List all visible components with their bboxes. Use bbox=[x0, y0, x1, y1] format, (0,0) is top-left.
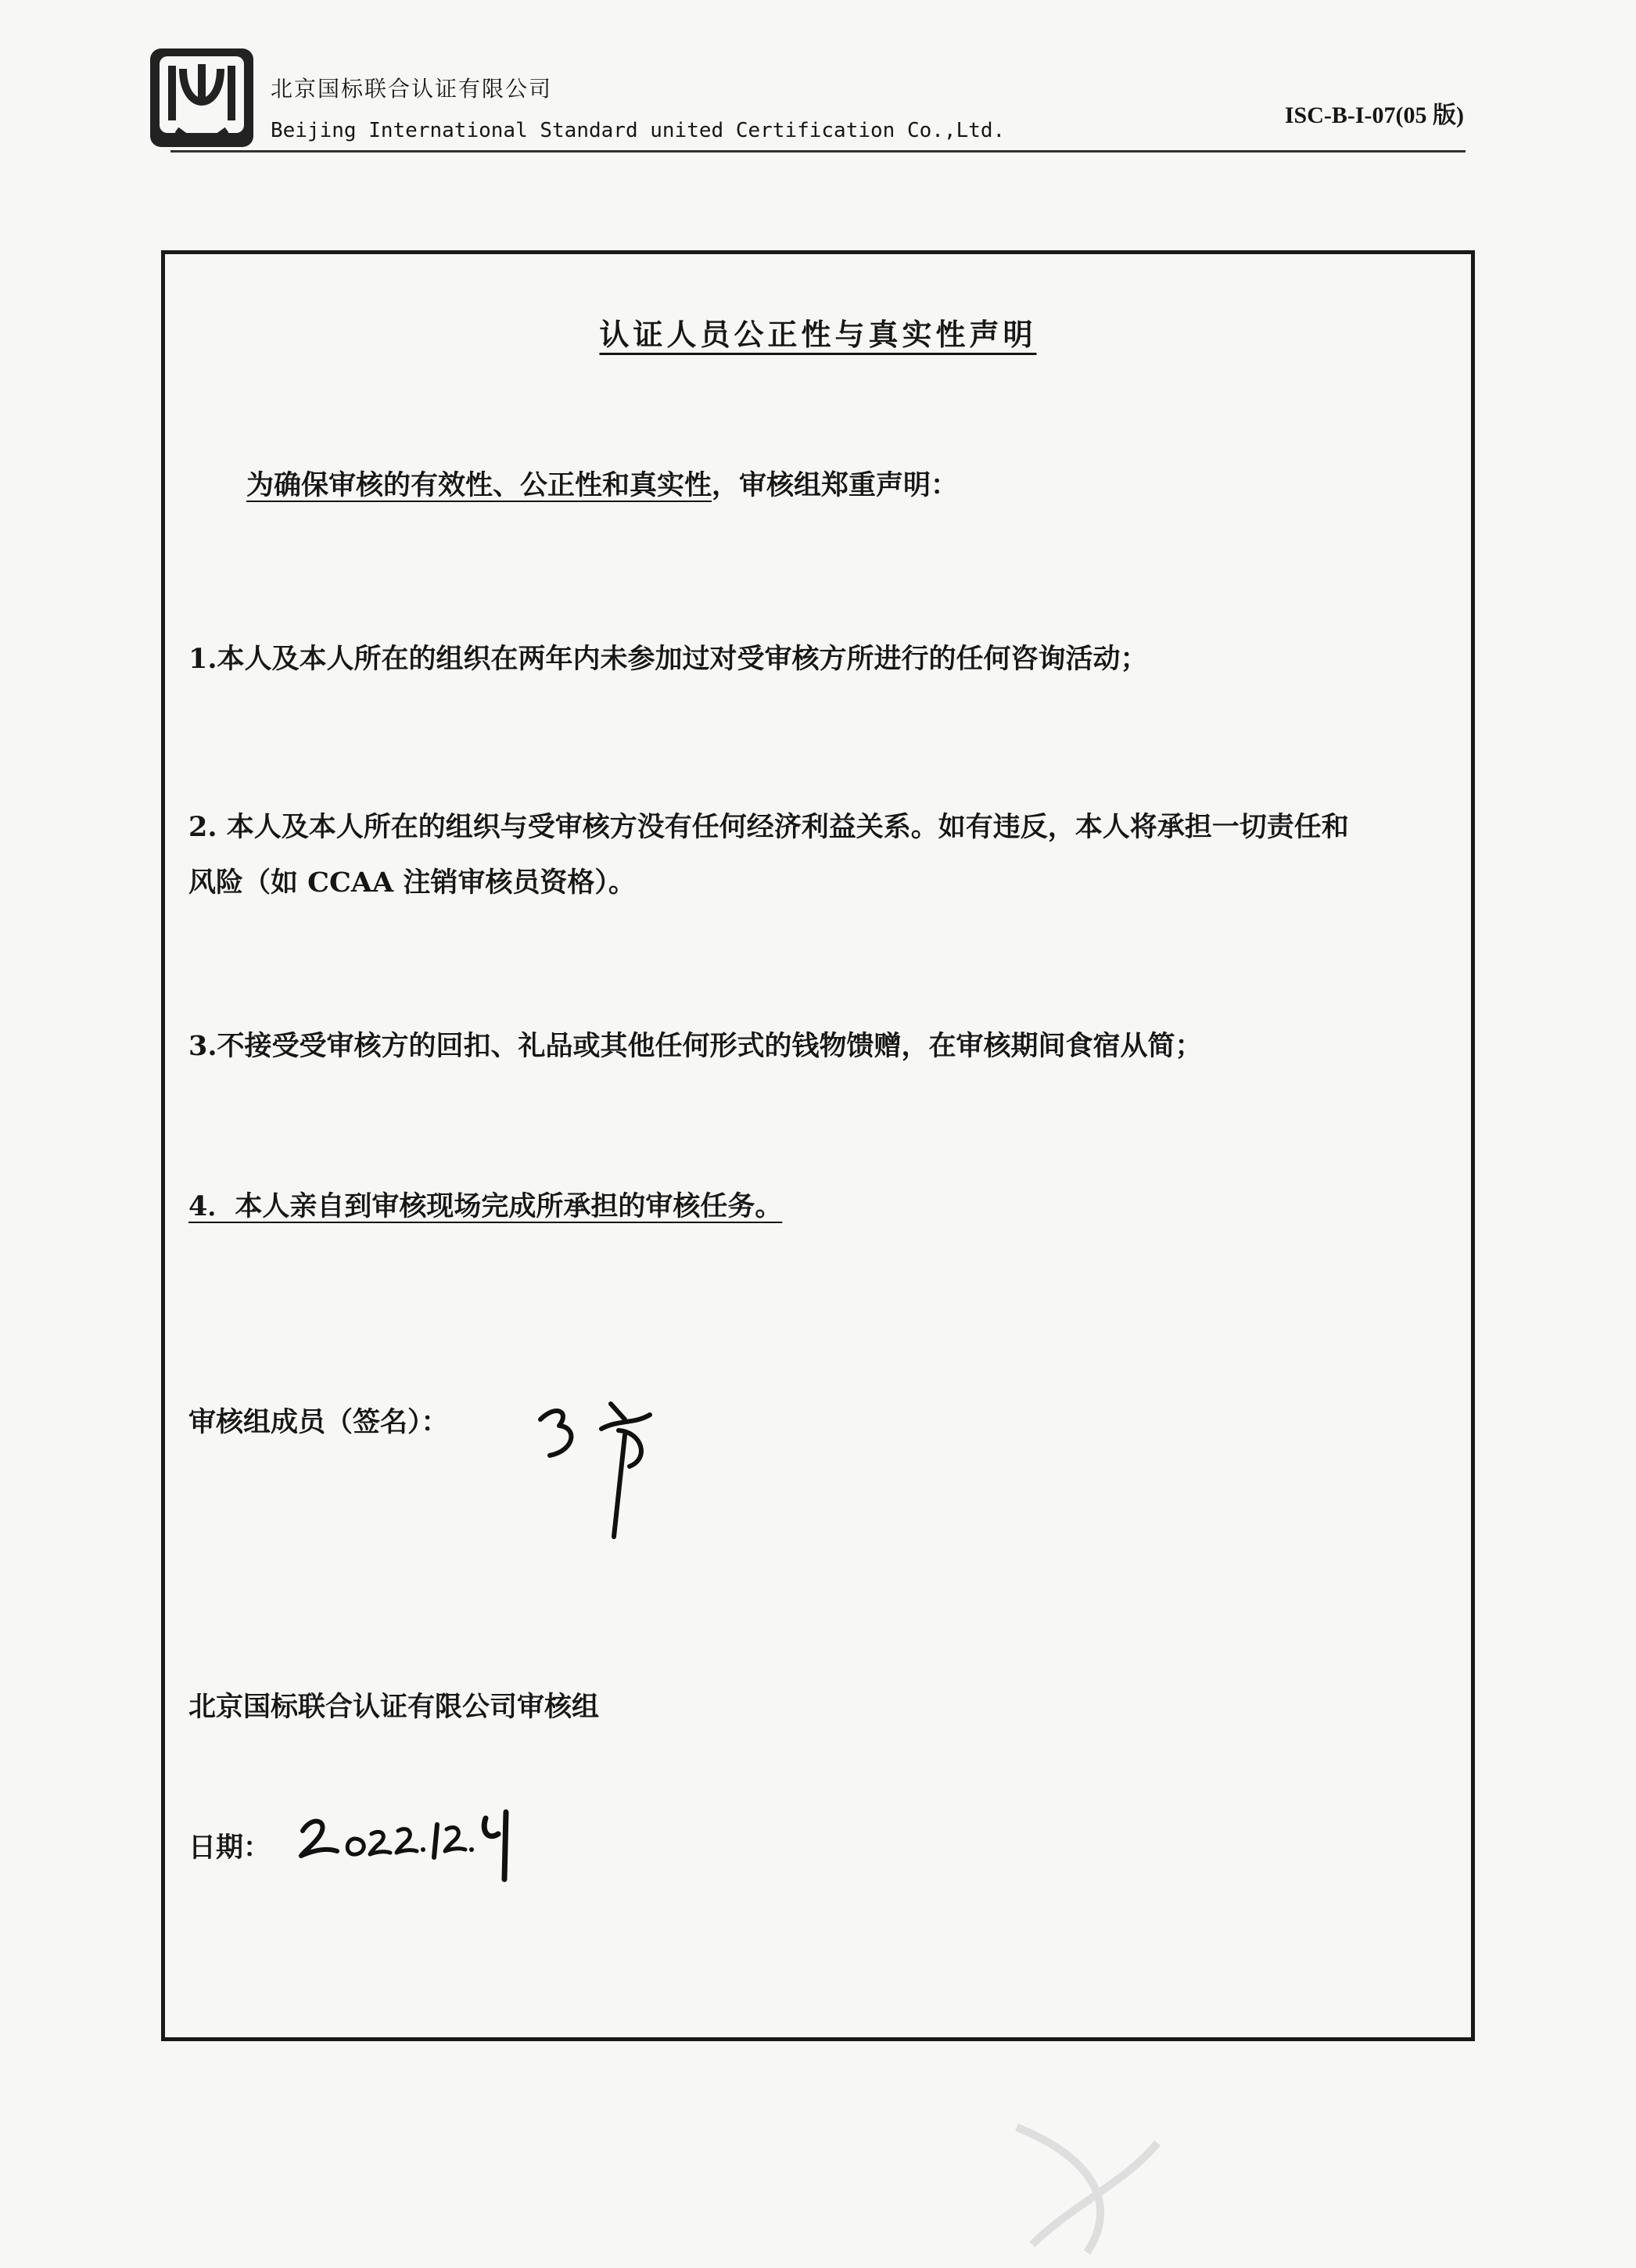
company-name-en: Beijing International Standard united Certification Co.,Ltd. bbox=[271, 119, 1006, 142]
intro-statement bbox=[246, 464, 958, 503]
date-label: 日期： bbox=[188, 1832, 271, 1864]
header-divider bbox=[170, 150, 1466, 153]
background-mark bbox=[1001, 2112, 1173, 2268]
company-name-cn: 北京国标联合认证有限公司 bbox=[271, 76, 553, 102]
document-title-row bbox=[165, 310, 1471, 353]
declaration-frame bbox=[161, 250, 1475, 2041]
signature-label: 审核组成员（签名）： bbox=[188, 1406, 449, 1438]
organization-name: 北京国标联合认证有限公司审核组 bbox=[188, 1691, 600, 1723]
declaration-item-4: 4．本人亲自到审核现场完成所承担的审核任务。 bbox=[188, 1190, 783, 1222]
company-logo bbox=[147, 45, 257, 150]
handwritten-date bbox=[296, 1795, 531, 1889]
form-code: ISC-B-I-07(05 版) bbox=[1284, 102, 1464, 128]
declaration-item-2-line-2: 风险（如 CCAA 注销审核员资格）。 bbox=[188, 867, 636, 899]
declaration-item-2-line-1: 2. 本人及本人所在的组织与受审核方没有任何经济利益关系。如有违反，本人将承担一切责任和 bbox=[188, 811, 1349, 843]
document-title: 认证人员公正性与真实性声明 bbox=[599, 318, 1037, 352]
declaration-item-3: 3.不接受受审核方的回扣、礼品或其他任何形式的钱物馈赠，在审核期间食宿从简； bbox=[188, 1030, 1203, 1062]
handwritten-signature bbox=[533, 1380, 666, 1552]
intro-rest: ，审核组郑重声明： bbox=[712, 469, 959, 501]
intro-underlined: 为确保审核的有效性、公正性和真实性 bbox=[246, 469, 712, 501]
declaration-item-1: 1.本人及本人所在的组织在两年内未参加过对受审核方所进行的任何咨询活动； bbox=[188, 643, 1148, 675]
